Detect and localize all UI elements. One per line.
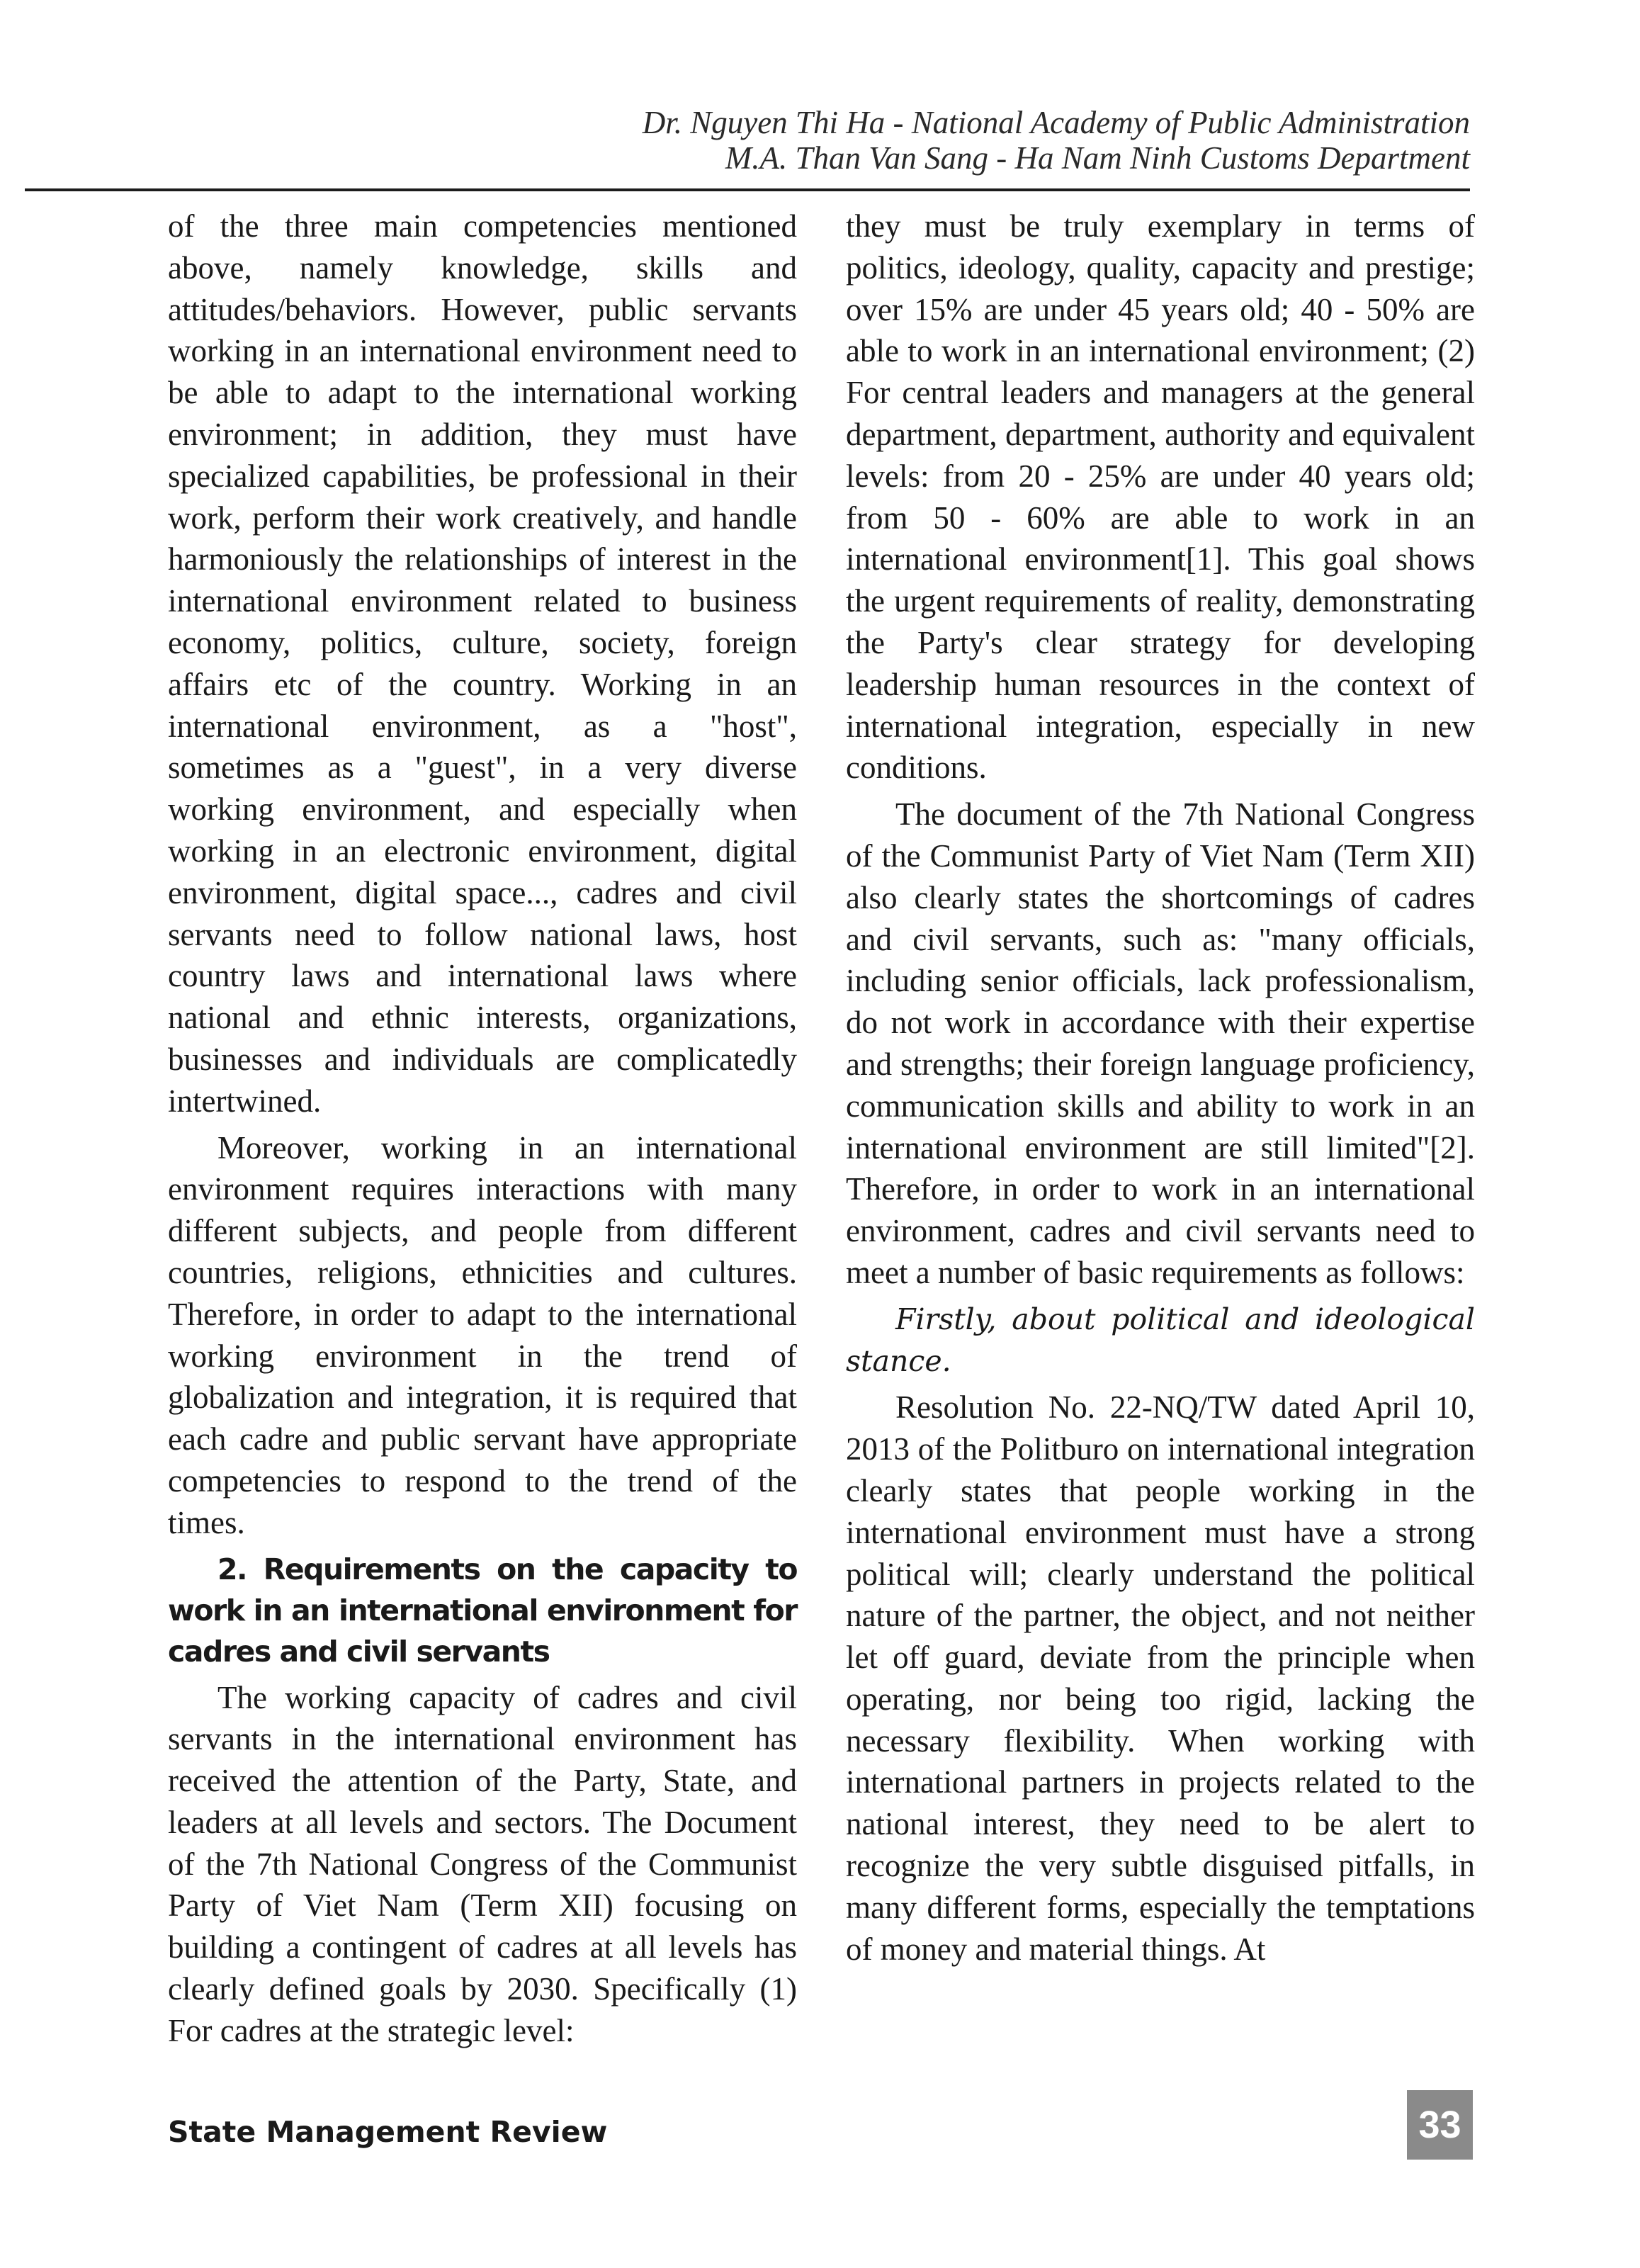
- header-rule: [25, 188, 1470, 191]
- running-header: [337, 105, 1470, 176]
- page-number: 33: [1407, 2090, 1473, 2160]
- header-author-2: M.A. Than Van Sang - Ha Nam Ninh Customs Department: [725, 140, 1470, 176]
- right-paragraph-2: The document of the 7th National Congress of the Communist Party of Viet Nam (Term XII) also clearly states the shortcomings of cadres and civil servants, such as: "many officials, including senior officials, lack professionalism, do not work in accordance with their expertise and strengths; their foreign language proficiency, communication skills and ability to work in an international environment are still limited"[2]. Therefore, in order to work in an international environment, cadres and civil servants need to meet a number of basic requirements as follows:: [846, 796, 1475, 1290]
- right-paragraph-1: they must be truly exemplary in terms of politics, ideology, quality, capacity and prestige; over 15% are under 45 years old; 40 - 50% are able to work in an international environment; (2) For central leaders and managers at the general department, department, authority and equivalent levels: from 20 - 25% are under 40 years old; from 50 - 60% are able to work in an international environment[1]. This goal shows the urgent requirements of reality, demonstrating the Party's clear strategy for developing leadership human resources in the context of international integration, especially in new conditions.: [846, 208, 1475, 786]
- right-column: [846, 205, 1475, 1975]
- journal-title: State Management Review: [168, 2115, 608, 2149]
- right-paragraph-4: Resolution No. 22-NQ/TW dated April 10, 2013 of the Politburo on international integration clearly states that people working in the international environment must have a strong political will; clearly understand the political nature of the partner, the object, and not neither let off guard, deviate from the principle when operating, nor being too rigid, lacking the necessary flexibility. When working with international partners in projects related to the national interest, they need to be alert to recognize the very subtle disguised pitfalls, in many different forms, especially the temptations of money and material things. At: [846, 1389, 1475, 1967]
- subsection-title: Firstly, about political and ideological stance.: [846, 1302, 1475, 1378]
- left-paragraph-2: Moreover, working in an international environment requires interactions with many different subjects, and people from different countries, religions, ethnicities and cultures. Therefore, in order to adapt to the international working environment in the trend of globalization and integration, it is required that each cadre and public servant have appropriate competencies to respond to the trend of the times.: [168, 1129, 797, 1540]
- section-heading: 2. Requirements on the capacity to work in an international environment for cadres and civil servants: [168, 1552, 797, 1669]
- left-column: [168, 205, 797, 2057]
- left-paragraph-3: The working capacity of cadres and civil servants in the international environment has received the attention of the Party, State, and leaders at all levels and sectors. The Document of the 7th National Congress of the Communist Party of Viet Nam (Term XII) focusing on building a contingent of cadres at all levels has clearly defined goals by 2030. Specifically (1) For cadres at the strategic level:: [168, 1679, 797, 2048]
- header-author-1: Dr. Nguyen Thi Ha - National Academy of Public Administration: [642, 105, 1470, 140]
- left-paragraph-1: of the three main competencies mentioned above, namely knowledge, skills and attitudes/behaviors. However, public servants working in an international environment need to be able to adapt to the international working environment; in addition, they must have specialized capabilities, be professional in their work, perform their work creatively, and handle harmoniously the relationships of interest in the international environment related to business economy, politics, culture, society, foreign affairs etc of the country. Working in an international environment, as a "host", sometimes as a "guest", in a very diverse working environment, and especially when working in an electronic environment, digital environment, digital space..., cadres and civil servants need to follow national laws, host country laws and international laws where national and ethnic interests, organizations, businesses and individuals are complicatedly intertwined.: [168, 208, 797, 1119]
